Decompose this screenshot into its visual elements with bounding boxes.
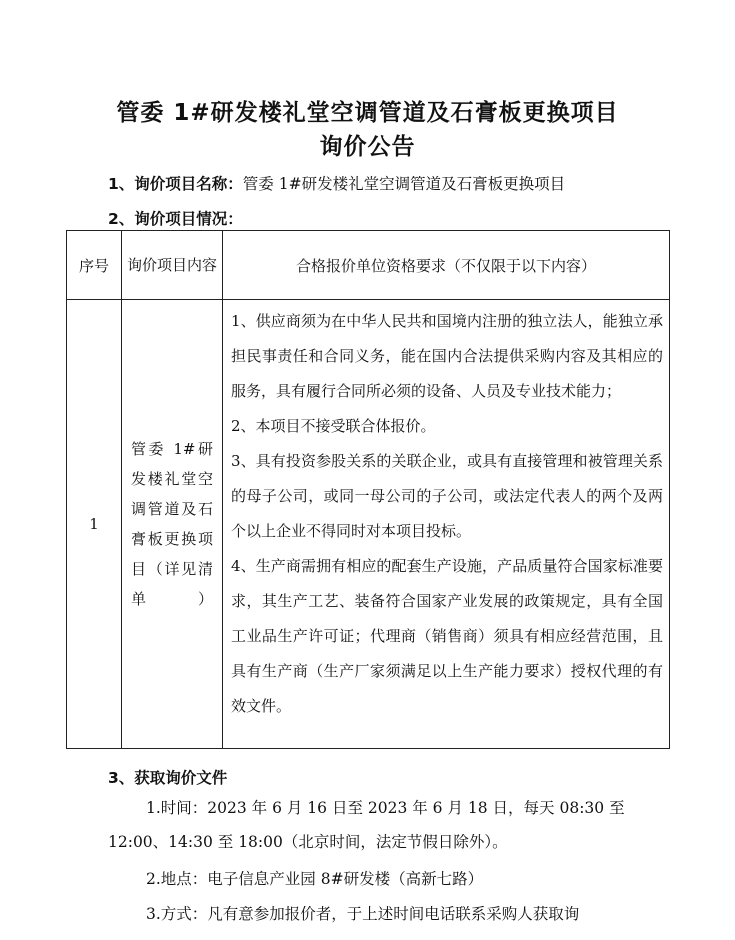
section-project-info-label: 2、询价项目情况： xyxy=(108,210,243,228)
section-project-name xyxy=(108,172,565,194)
section-obtain-docs-label: 3、获取询价文件 xyxy=(108,769,228,787)
requirement-item: 4、生产商需拥有相应的配套生产设施，产品质量符合国家标准要求，其生产工艺、装备符合国家产业发展的政策规定，具有全国工业品生产许可证；代理商（销售商）须具有相应经营范围，且具有生产商（生产厂家须满足以上生产能力要求）授权代理的有效文件。 xyxy=(231,557,663,715)
obtain-time-line2: 12:00、14:30 至 18:00（北京时间，法定节假日除外）。 xyxy=(108,833,508,851)
cell-item: 管委 1#研发楼礼堂空调管道及石膏板更换项目（详见清单） xyxy=(122,300,223,749)
header-seq: 序号 xyxy=(67,231,122,300)
obtain-method: 3.方式：凡有意参加报价者，于上述时间电话联系采购人获取询 xyxy=(146,905,580,923)
obtain-time-line1: 1.时间：2023 年 6 月 16 日至 2023 年 6 月 18 日，每天 08:30 至 xyxy=(146,799,625,817)
requirement-item: 2、本项目不接受联合体报价。 xyxy=(231,417,436,435)
section-project-name-label: 1、询价项目名称： xyxy=(108,175,243,193)
document-title: 管委 1#研发楼礼堂空调管道及石膏板更换项目 xyxy=(116,100,619,126)
cell-requirements xyxy=(223,300,670,749)
requirements-table xyxy=(66,230,670,749)
section-project-name-value: 管委 1#研发楼礼堂空调管道及石膏板更换项目 xyxy=(242,175,566,193)
requirement-item: 1、供应商须为在中华人民共和国境内注册的独立法人，能独立承担民事责任和合同义务，能在国内合法提供采购内容及其相应的服务，具有履行合同所必须的设备、人员及专业技术能力； xyxy=(231,312,663,400)
requirement-item: 3、具有投资参股关系的关联企业，或具有直接管理和被管理关系的母子公司，或同一母公司的子公司，或法定代表人的两个及两个以上企业不得同时对本项目投标。 xyxy=(231,452,663,540)
obtain-location: 2.地点：电子信息产业园 8#研发楼（高新七路） xyxy=(146,870,484,888)
header-item: 询价项目内容 xyxy=(122,231,223,300)
header-requirements: 合格报价单位资格要求（不仅限于以下内容） xyxy=(223,231,670,300)
table-header-row xyxy=(67,231,670,300)
document-subtitle: 询价公告 xyxy=(319,134,416,160)
cell-seq: 1 xyxy=(67,300,122,749)
table-row xyxy=(67,300,670,749)
